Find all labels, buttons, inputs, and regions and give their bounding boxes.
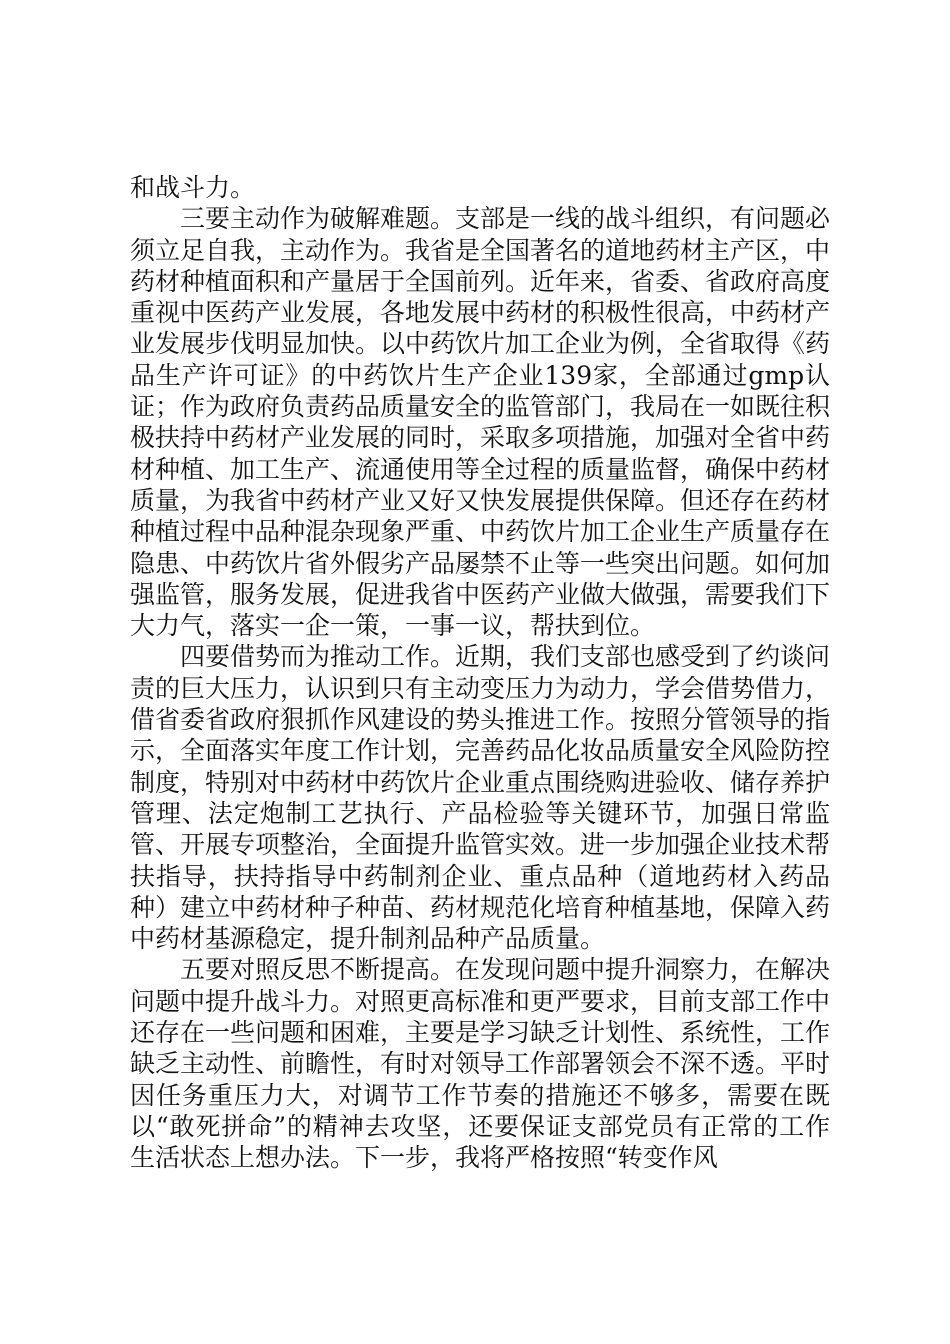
document-body xyxy=(130,172,830,1174)
paragraph-third-point: 三要主动作为破解难题。支部是一线的战斗组织，有问题必须立足自我，主动作为。我省是全国著名的道地药材主产区，中药材种植面积和产量居于全国前列。近年来，省委、省政府高度重视中医药产业发展，各地发展中药材的积极性很高，中药材产业发展步伐明显加快。以中药饮片加工企业为例，全省取得《药品生产许可证》的中药饮片生产企业139家，全部通过gmp认证；作为政府负责药品质量安全的监管部门，我局在一如既往积极扶持中药材产业发展的同时，采取多项措施，加强对全省中药材种植、加工生产、流通使用等全过程的质量监督，确保中药材质量，为我省中药材产业又好又快发展提供保障。但还存在药材种植过程中品种混杂现象严重、中药饮片加工企业生产质量存在隐患、中药饮片省外假劣产品屡禁不止等一些突出问题。如何加强监管，服务发展，促进我省中医药产业做大做强，需要我们下大力气，落实一企一策，一事一议，帮扶到位。 xyxy=(130,204,831,641)
paragraph-fifth-point: 五要对照反思不断提高。在发现问题中提升洞察力，在解决问题中提升战斗力。对照更高标准和更严要求，目前支部工作中还存在一些问题和困难，主要是学习缺乏计划性、系统性，工作缺乏主动性、前瞻性，有时对领导工作部署领会不深不透。平时因任务重压力大，对调节工作节奏的措施还不够多，需要在既以“敢死拼命”的精神去攻坚，还要保证支部党员有正常的工作生活状态上想办法。下一步，我将严格按照“转变作风 xyxy=(130,955,831,1173)
paragraph-fourth-point: 四要借势而为推动工作。近期，我们支部也感受到了约谈问责的巨大压力，认识到只有主动变压力为动力，学会借势借力，借省委省政府狠抓作风建设的势头推进工作。按照分管领导的指示，全面落实年度工作计划，完善药品化妆品质量安全风险防控制度，特别对中药材中药饮片企业重点围绕购进验收、储存养护管理、法定炮制工艺执行、产品检验等关键环节，加强日常监管、开展专项整治，全面提升监管实效。进一步加强企业技术帮扶指导，扶持指导中药制剂企业、重点品种（道地药材入药品种）建立中药材种子种苗、药材规范化培育种植基地，保障入药中药材基源稳定，提升制剂品种产品质量。 xyxy=(130,642,831,954)
paragraph-continuation: 和战斗力。 xyxy=(130,173,256,202)
